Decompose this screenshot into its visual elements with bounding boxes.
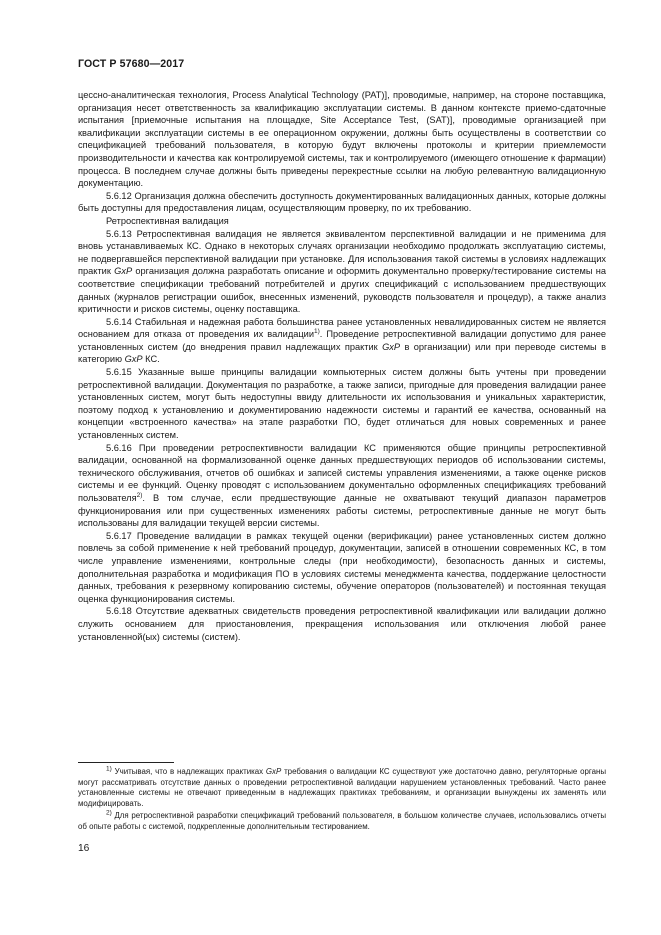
footnote-separator <box>78 762 174 763</box>
footnote-2: $^{2)}$ Для ретроспективной разработки спецификаций требований пользователя, в большом количестве случаев, использовались отчеты об опыте работы с системой, подкрепленные дополнительным тестированием. <box>78 809 606 831</box>
gxp-term: GxP <box>265 767 282 776</box>
gxp-term: GxP <box>124 354 143 365</box>
paragraph-5-6-18: 5.6.18 Отсутствие адекватных свидетельств проведения ретроспективной квалификации или валидации должно служить основанием для приостановления, прекращения использования или отключения любой ранее установленной(ых) системы (систем). <box>78 606 606 642</box>
footnotes <box>78 767 606 835</box>
footnote-mark-1: 1) <box>106 765 112 773</box>
paragraph-5-6-15: 5.6.15 Указанные выше принципы валидации компьютерных систем должны быть учтены при проведении ретроспективной валидации. Документация по разработке, а также записи, пригодные для проведения валидации ранее установленных систем, могут быть недоступны ввиду длительности их использования и уникальных характеристик, поэтому подход к установлению и документированию надежности системы и гарантий ее качества, основанный на концепции «встроенного качества» на этапе разработки ПО, будет отличаться для новых современных и ранее установленных систем. <box>78 367 606 441</box>
footnote-ref-2: 2) <box>136 491 143 499</box>
document-header: ГОСТ Р 57680—2017 <box>78 58 185 70</box>
footnote-ref-1: 1) <box>314 328 320 336</box>
paragraph-5-6-14: 5.6.14 Стабильная и надежная работа большинства ранее установленных невалидированных систем не является основанием для отказа от проведения их валидации$^{1)}$. Проведение ретроспективной валидации допустимо для ранее установленных систем (до внедрения правил надлежащих практик GxP в организации) или при переводе системы в категорию GxP КС. <box>78 316 606 365</box>
page-number: 16 <box>78 843 90 854</box>
body-text <box>78 89 606 643</box>
footnote-mark-2: 2) <box>106 809 112 817</box>
gxp-term: GxP <box>114 266 133 277</box>
paragraph-5-6-16: 5.6.16 При проведении ретроспективности валидации КС применяются общие принципы ретроспективной валидации, основанной на формализованной оценке данных предшествующих периодов об использовании системы, технического обслуживания, отчетов об ошибках и записей системы управления изменениями, а также оценке рисков системы и ее функций. Оценку проводят с использованием документально оформленных спецификациях требований пользователя$^{2)}$. В том случае, если предшествующие данные не охватывают текущий диапазон параметров функционирования или при существенных изменениях работы системы, ретроспективные данные не могут быть использованы для валидации текущей версии системы. <box>78 442 606 529</box>
footnote-1: $^{1)}$ Учитывая, что в надлежащих практиках GxP требования о валидации КС существуют уже достаточно давно, регуляторные органы могут рассматривать отсутствие данных о проведении ретроспективной валидации нарушением установленных требований. Часто ранее установленные системы не отвечают приведенным в надлежащих практиках требованиям, и организации вынуждены их заменять или модифицировать. <box>78 765 607 808</box>
paragraph-5-6-17: 5.6.17 Проведение валидации в рамках текущей оценки (верификации) ранее установленных систем должно повлечь за собой применение к ней требований процедур, документации, записей в отношении современных КС, в том числе управление изменениями, контрольные следы (при необходимости), безопасность данных и системы, дополнительная разработка и модификация ПО в условиях системы менеджмента качества, поддержание целостности данных, требования к резервному копированию системы, обучение операторов (пользователей) и постоянная текущая оценка функционирования системы. <box>78 530 606 604</box>
section-heading-retrospective-validation: Ретроспективная валидация <box>106 215 229 226</box>
paragraph-5-6-12: 5.6.12 Организация должна обеспечить доступность документированных валидационных данных, которые должны быть доступны для предоставления лицам, осуществляющим проверку, по их требованию. <box>78 190 606 214</box>
gxp-term: GxP <box>382 341 401 352</box>
paragraph-continuation: цессно-аналитическая технология, Process Analytical Technology (PAT)], проводимые, например, на стороне поставщика, организация несет ответственность за квалификацию эксплуатации системы. В данном контексте приемо-сдаточные испытания [приемочные испытания на площадке, Site Acceptance Test, (SAT)], проводимые организацией при квалификации эксплуатации системы в ее операционном окружении, должны быть осуществлены в соответствии со спецификацией требований пользователя, в которую будут включены протоколы и критерии приемлемости производительности и качества как контролируемой системы, так и контролируемого (имеющего отношение к фармации) процесса. В последнем случае должны быть приведены перекрестные ссылки на любую релевантную валидационную документацию. <box>78 90 606 189</box>
paragraph-5-6-13: 5.6.13 Ретроспективная валидация не является эквивалентом перспективной валидации и не применима для вновь устанавливаемых КС. Однако в некоторых случаях организации необходимо продолжать эксплуатацию системы, не подвергавшейся перспективной валидации при установке. Для использования такой системы в условиях надлежащих практик GxP организация должна разработать описание и оформить документально проверку/тестирование системы на соответствие спецификации требований потребителей и других спецификаций с использованием предшествующих данных (журналов регистрации ошибок, внесенных изменений, руководств пользователя и процедур), а также анализ критичности и рисков системы, оценку поставщика. <box>78 228 606 315</box>
